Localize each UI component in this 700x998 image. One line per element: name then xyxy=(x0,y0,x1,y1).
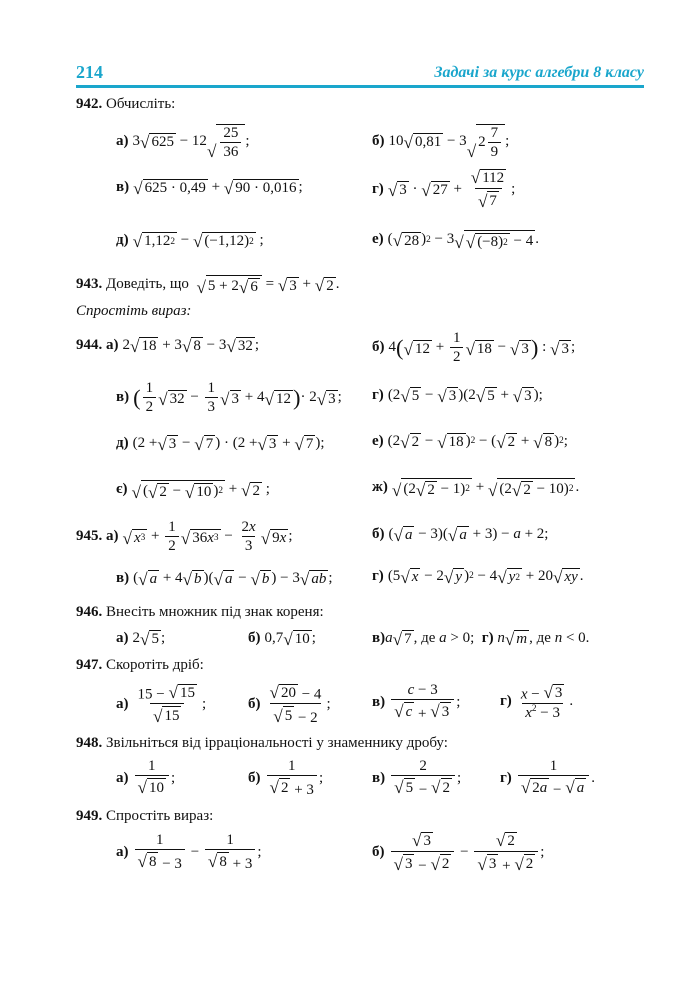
item-label: е) xyxy=(372,231,384,247)
textbook-page: 214 Задачі за курс алгебри 8 класу 942. Обчисліть: а) 3 √ 625 − 12 √ $\frac{25}{36}$ ; б) 10 √ 0,81 − 3 √ 2 $\frac{7}{9}$ ; в) √ 625 · 0,49 + √ 90 · 0,016 ; г) √ 3 · √ 27 + √ 112 √ 7 ; д) √ 1,12 2 − √ (−1,12) 2 ; е) ( √ 28 ) 2 − 3 √ √ (−8) 2 − 4 . 943. Доведіть, що √ 5 + 2 √ 6 = √ 3 + √ 2 . Спростіть вираз: 944. а) 2 √ 18 + 3 √ 8 − 3 √ 32 ; б) 4 ( √ 12 + $\frac{1}{2}$ √ 18 − √ 3 ) : √ 3 ; в) ( $\frac{1}{2}$ √ 32 − $\frac{1}{3}$ √ 3 + 4 √ 12 ) · 2 √ 3 ; г) (2 √ 5 − √ 3 )(2 √ 5 + √ 3 ); д) (2 + √ 3 − √ 7 ) · (2 + √ 3 + √ 7 ); е) (2 √ 2 − √ 18 ) 2 − ( √ 2 + √ 8 ) 2 ; є) √ ( √ 2 − √ 10 ) 2 + √ 2 ; ж) √ (2 √ 2 − 1) 2 + √ (2 √ 2 − 10) 2 . 945. а) √ x 3 + $\frac{1}{2}$ √ 36 x 3 − $\frac{2x}{3}$ √ 9 x ; б) ( √ a − 3)( √ a + 3) − a + 2; в) ( √ a + 4 √ b )( √ a − √ b ) − 3 √ ab ; г) (5 √ x − 2 √ y ) 2 − 4 √ y 2 + 20 √ xy . 946. Внесіть множник під знак кореня: а) 2 √ 5 ; б) 0,7 √ 10 ; в) a √ 7 , де a > 0; г) n √ m , де n < 0. 947. Скоротіть дріб: а) 15 − √ 15 √ 15 ; б) √ 20 − 4 √ 5 − 2 ; в) c − 3 √ c + √ 3 ; г) x − √ 3 $x^2 - 3$ . 948. Звільніться від ірраціональності у знаменнику дробу: а) 1 √ 10 ; б) 1 √ 2 + 3 ; в) 2 √ 5 − √ 2 ; г) 1 √ 2 a − √ a . 949. Спростіть вираз: а) 1 √ 8 − 3 − 1 √ 8 + 3 ; б) √ 3 √ 3 − √ 2 − √ 2 √ 3 + √ 2 ; xyxy=(0,0,700,998)
problem-944-zh: ж) √ (2 √ 2 − 1) 2 + √ (2 √ 2 − 10) 2 . xyxy=(372,479,580,500)
item-label: а) xyxy=(106,336,119,353)
condition-text: < 0. xyxy=(565,629,590,646)
problem-944-g: г) (2 √ 5 − √ 3 )(2 √ 5 + √ 3 ); xyxy=(372,386,543,406)
item-label: в) xyxy=(116,389,130,406)
item-label: г) xyxy=(372,386,384,403)
item-label: б) xyxy=(372,132,385,149)
problem-text: Доведіть, що xyxy=(106,276,189,292)
item-label: в) xyxy=(372,769,386,786)
item-label: в) xyxy=(372,629,386,646)
problem-948-heading xyxy=(76,735,448,752)
problem-949-b: б) √ 3 √ 3 − √ 2 − √ 2 √ 3 + √ 2 ; xyxy=(372,831,545,874)
item-label: д) xyxy=(116,434,129,451)
variable: a xyxy=(385,629,393,646)
condition-text: > 0; xyxy=(450,629,475,646)
item-label: в) xyxy=(116,178,130,195)
item-label: г) xyxy=(372,567,384,584)
item-label: г) xyxy=(372,180,384,197)
item-label: б) xyxy=(248,769,261,786)
problem-944-a: 944. а) 2 √ 18 + 3 √ 8 − 3 √ 32 ; xyxy=(76,336,260,356)
problem-945-b: б) ( √ a − 3)( √ a + 3) − a + 2; xyxy=(372,525,549,545)
problem-942-e: е) ( √ 28 ) 2 − 3 √ √ (−8) 2 − 4 . xyxy=(372,231,540,252)
item-label: б) xyxy=(372,339,385,356)
problem-945-v: в) ( √ a + 4 √ b )( √ a − √ b ) − 3 √ ab ; xyxy=(116,569,333,589)
problem-number: 949. xyxy=(76,808,103,824)
problem-946-heading xyxy=(76,604,324,621)
problem-947-items: а) 15 − √ 15 √ 15 ; б) √ 20 − 4 √ 5 − 2 ; в) c − 3 √ c + √ 3 ; г) x − √ 3 $x^2 - 3$ . xyxy=(116,682,574,726)
problem-949-a: а) 1 √ 8 − 3 − 1 √ 8 + 3 ; xyxy=(116,832,262,872)
item-label: в) xyxy=(372,693,386,710)
item-label: а) xyxy=(116,695,129,712)
item-label: а) xyxy=(116,629,129,646)
item-label: а) xyxy=(116,769,129,786)
problem-text: Скоротіть дріб: xyxy=(106,657,204,673)
item-label: б) xyxy=(372,843,385,860)
item-label: г) xyxy=(500,769,512,786)
problem-942-d: д) √ 1,12 2 − √ (−1,12) 2 ; xyxy=(116,231,264,251)
problem-942-heading xyxy=(76,96,175,113)
condition-text: , де xyxy=(529,629,551,646)
problem-949-heading xyxy=(76,808,213,825)
problem-text: Звільніться від ірраціональності у знаменнику дробу: xyxy=(106,735,448,751)
problem-944-e: е) (2 √ 2 − √ 18 ) 2 − ( √ 2 + √ 8 ) 2 ; xyxy=(372,432,568,452)
item-label: в) xyxy=(116,569,130,586)
problem-number: 947. xyxy=(76,657,103,673)
page-header xyxy=(76,62,644,86)
problem-number: 944. xyxy=(76,336,103,353)
problem-944-d: д) (2 + √ 3 − √ 7 ) · (2 + √ 3 + √ 7 ); xyxy=(116,434,325,454)
condition-text: , де xyxy=(413,629,436,646)
item-label: ж) xyxy=(372,479,388,495)
problem-number: 946. xyxy=(76,604,103,620)
problem-944-b: б) 4 ( √ 12 + $\frac{1}{2}$ √ 18 − √ 3 ) : √ 3 ; xyxy=(372,330,576,365)
item-label: г) xyxy=(500,693,512,710)
problem-number: 945. xyxy=(76,528,103,545)
problem-945-g: г) (5 √ x − 2 √ y ) 2 − 4 √ y 2 + 20 √ xy . xyxy=(372,567,584,587)
item-label: д) xyxy=(116,231,129,248)
problem-947-heading xyxy=(76,657,204,674)
item-label: б) xyxy=(248,629,261,646)
problem-text: Спростіть вираз: xyxy=(106,808,214,824)
problem-942-b: б) 10 √ 0,81 − 3 √ 2 $\frac{7}{9}$ ; xyxy=(372,125,510,162)
problem-text: Внесіть множник під знак кореня: xyxy=(106,604,324,620)
problem-number: 943. xyxy=(76,276,103,292)
item-label: б) xyxy=(372,525,385,542)
item-label: е) xyxy=(372,432,384,449)
problem-943: 943. Доведіть, що √ 5 + 2 √ 6 = √ 3 + √ 2 . xyxy=(76,276,340,297)
problem-number: 948. xyxy=(76,735,103,751)
problem-944-v: в) ( $\frac{1}{2}$ √ 32 − $\frac{1}{3}$ √ 3 + 4 √ 12 ) · 2 √ 3 ; xyxy=(116,380,342,415)
item-label: а) xyxy=(116,843,129,860)
problem-944-ye: є) √ ( √ 2 − √ 10 ) 2 + √ 2 ; xyxy=(116,481,270,502)
problem-942-a: а) 3 √ 625 − 12 √ $\frac{25}{36}$ ; xyxy=(116,125,250,162)
problem-948-items: а) 1 √ 10 ; б) 1 √ 2 + 3 ; в) 2 √ 5 − √ 2 ; г) 1 √ 2 a − √ a . xyxy=(116,758,595,798)
book-title: Задачі за курс алгебри 8 класу xyxy=(434,64,644,81)
item-label: а) xyxy=(116,132,129,149)
item-label: б) xyxy=(248,695,261,712)
problem-text: Обчисліть: xyxy=(106,96,176,112)
item-label: а) xyxy=(106,528,119,545)
problem-942-g: г) √ 3 · √ 27 + √ 112 √ 7 ; xyxy=(372,168,516,211)
variable: n xyxy=(554,629,563,646)
problem-number: 942. xyxy=(76,96,103,112)
header-rule xyxy=(76,85,644,88)
problem-942-v: в) √ 625 · 0,49 + √ 90 · 0,016 ; xyxy=(116,178,303,198)
item-label: г) xyxy=(481,629,494,646)
page-number: 214 xyxy=(76,62,103,82)
simplify-instruction: Спростіть вираз: xyxy=(76,303,192,319)
variable: n xyxy=(497,629,505,646)
item-label: є) xyxy=(116,481,128,497)
variable: a xyxy=(439,629,447,646)
problem-945-a: 945. а) √ x 3 + $\frac{1}{2}$ √ 36 x 3 − $\frac{2x}{3}$ √ 9 x ; xyxy=(76,519,293,554)
